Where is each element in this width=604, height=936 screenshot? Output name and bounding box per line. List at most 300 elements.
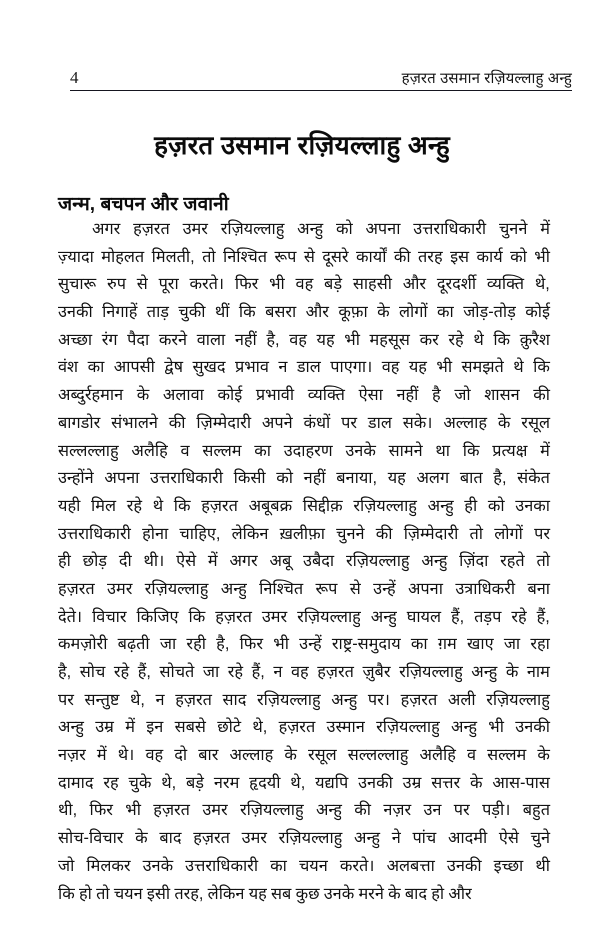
body-word: दूरदर्शी [436,275,477,294]
body-word: जो [58,856,75,875]
body-word: रहे [227,663,244,681]
body-word: का [87,358,105,377]
body-word: भी [125,801,141,820]
body-word: रहा [530,635,550,654]
body-word: पर [341,413,358,432]
body-word: सल्लम [487,746,527,765]
body-word: सन्तुष्ट [84,690,120,709]
body-word: में [125,718,135,737]
body-word: उन्हें [299,635,322,654]
body-word: उनकी [58,303,93,322]
body-word: वह [145,746,164,765]
body-word: उनकी [446,856,482,875]
body-word: अबू [269,552,292,571]
body-line [58,548,550,576]
body-word: सब [271,884,292,903]
body-word: तो [536,552,550,571]
body-word: थे [473,330,484,349]
body-word: छोटे [217,718,242,737]
body-word: पैदा [127,330,150,349]
body-line [58,576,550,604]
body-word: हो [78,884,92,903]
body-word: सोचते [159,663,195,681]
body-word: में [207,552,218,571]
body-word: चुके [128,773,152,792]
body-word: अलग [416,469,450,488]
body-word: ज़िम्मेदारी [196,413,252,432]
body-word: में [540,441,550,460]
body-word: दो [174,746,188,765]
body-word: बहुत [522,801,550,820]
body-line [58,410,550,438]
body-word: उनकी [515,718,550,737]
body-line [58,659,550,687]
body-word: पर [58,690,74,709]
body-word: तड़प [474,607,502,626]
body-word: कोई [217,386,243,405]
body-word: खाए [467,635,494,654]
body-word: अबूबक्र [248,496,293,515]
body-word: मिलती, [151,247,195,266]
body-word: उत्तराधिकारी [58,524,131,543]
body-word: को [276,469,293,488]
body-word: नहीं [234,330,257,349]
body-word: नहीं [396,386,419,405]
body-word: उमर [202,801,228,820]
body-word: की [168,413,186,432]
body-word: की [533,386,550,405]
body-word: हज़रत [133,220,170,238]
body-word: थी, [58,801,78,820]
body-word: नज़र [58,746,86,765]
body-line [58,853,550,881]
body-word: अन्हु [421,552,448,571]
body-word: थे, [252,718,268,737]
body-word: ज़िम्मेदारी [403,524,459,543]
body-word: उनकी [358,773,393,792]
body-word: व्यक्ति [307,386,345,405]
body-word: की [393,247,411,266]
body-word: व [466,746,477,765]
body-word: बड़े [186,773,205,792]
body-word: इच्छा [493,856,524,875]
body-word: चुकी [178,303,206,322]
body-word: रज़ियल्लाहु [486,690,550,709]
body-word: सोच-विचार [58,829,124,848]
body-word: ज़्यादा [58,247,94,266]
body-word: तो [96,884,110,903]
body-word: सामने [388,441,423,460]
body-line [58,881,550,909]
body-word: रहे [511,607,527,626]
body-word: और [402,275,427,294]
body-word: यह [387,469,406,488]
body-word: कंधों [303,413,331,432]
body-word: उमर [241,829,267,848]
body-word: अलैहि [131,441,168,460]
body-word: शासन [484,386,520,405]
body-word: रज़ियल्लाहु [297,607,361,626]
body-word: हैं, [251,663,265,681]
body-word: सुचारू [58,275,97,294]
body-word: भी [534,247,550,266]
body-word: रहते [500,552,525,571]
body-word: थे [152,496,164,515]
body-word: उम्र [95,718,114,737]
body-word: हज़रत [215,607,252,626]
body-word: यद्यपि [315,773,349,792]
body-word: बार [198,746,219,765]
body-word: संकेत [517,469,550,488]
body-word: रज़ियल्लाहु [376,718,440,737]
body-word: न [155,690,165,709]
body-line [58,742,550,770]
body-word: हज़रत [400,690,438,709]
body-word: के [469,773,483,792]
chapter-title: हज़रत उसमान रज़ियल्लाहु अन्हु [154,130,450,161]
body-word: उन्होंने [58,469,94,488]
body-word: न [278,358,288,377]
body-word: उन [423,801,442,820]
body-word: ज़ुबैर [362,663,391,681]
body-word: सत्तर [431,773,461,792]
body-word: कार्य [476,247,503,266]
body-word: कूफ़ा [338,303,368,322]
body-word: अन्हु [297,220,324,238]
body-word: सल्लल्लाहु [347,746,409,765]
body-word: को [510,247,527,266]
body-word: रहे [448,330,464,349]
body-word: ग़म [437,635,457,654]
body-word: का [254,441,271,460]
body-word: जो [454,386,471,405]
body-word: रूप [274,247,297,266]
body-word: मोहलत [101,247,145,266]
body-word: उबैदा [303,552,335,571]
body-word: सके। [402,413,433,432]
body-word: नहीं [303,469,326,488]
body-word: सुखद [192,358,226,377]
body-word: ऐसे [498,829,519,848]
body-word: हज़रत [278,718,316,737]
body-word: चुनने [498,220,528,238]
body-word: कि [533,358,550,377]
body-word: कि [58,884,75,903]
body-word: कि [493,330,511,349]
body-word: का [270,856,287,875]
body-word: रही [186,635,206,654]
body-word: थीं [214,303,230,322]
body-line [58,299,550,327]
body-word: दूसरे [322,247,349,266]
body-word: किसी [233,469,266,488]
body-word: बना [527,579,550,598]
body-word: लेकिन [231,524,269,543]
body-word: और [305,303,329,322]
body-word: ऐसे [176,552,197,571]
body-word: पांच [412,829,437,848]
body-word: उन्हें [373,579,396,598]
header-divider [70,90,572,91]
body-word: उदाहरण [283,441,333,460]
body-word: से [349,579,361,598]
body-word: होना [142,524,169,543]
body-word: न [273,663,283,681]
body-word: अगर [92,220,121,238]
body-word: इसी [146,884,171,903]
body-word: अन्हु [451,718,477,737]
body-word: की [354,801,372,820]
body-word: रंग [101,330,118,349]
body-word: करने [158,330,188,349]
body-word: उत्तराधिकारी [150,469,223,488]
body-word: ने [391,829,401,848]
body-word: निश्चित [223,247,268,266]
body-word: उस्मान [326,718,365,737]
body-line [58,770,550,798]
body-word: नज़र [383,801,412,820]
body-word: डाल [367,413,392,432]
body-word: अन्हु [354,829,380,848]
body-word: डाल [296,358,321,377]
body-word: छोड़ [82,552,108,571]
body-word: राष्ट्र-समुदाय [331,635,401,654]
body-word: उनके [323,884,355,903]
body-word: सबसे [174,718,206,737]
body-word: चुने [530,829,550,848]
body-word: ताड़ [146,303,170,322]
body-word: देते। [58,607,83,626]
body-word: है, [216,635,230,654]
body-word: है, [493,469,507,488]
body-line [58,438,550,466]
body-word: पर [534,524,550,543]
body-word: थे। [117,746,135,765]
body-word: हज़रत [175,690,212,709]
body-word: द्वेष [164,358,184,377]
body-line [58,493,550,521]
body-word: ही [464,496,478,515]
body-word: थी। [143,552,165,571]
body-word: रज़ियल्लाहु [345,552,410,571]
body-word: अलावा [162,386,204,405]
body-word: भी [273,635,289,654]
body-word: कुछ [295,884,320,903]
body-word: उत्तराधिकारी [185,856,259,875]
body-word: उनके [345,441,376,460]
body-word: संभालने [111,413,158,432]
body-word: रुप [107,275,126,294]
body-word: किजिए [136,607,179,626]
body-word: को [487,496,505,515]
body-word: है [432,386,441,405]
body-word: की [375,524,393,543]
body-word: जा [503,635,521,654]
body-word: भी [436,358,453,377]
body-word: रज़ियल्लाहु [220,220,285,238]
body-word: रज़ियल्लाहु [257,690,321,709]
body-word: मिल [91,496,116,515]
body-word: चयन [113,884,143,903]
body-word: अन्हु [427,496,454,515]
body-line [58,631,550,659]
body-word: यह [316,330,335,349]
body-word: उत्तराधिकारी [413,220,487,238]
body-word: तो [469,524,484,543]
body-word: भी [488,718,504,737]
body-word: हैं, [536,607,550,626]
body-word: के [537,746,550,765]
body-word: हज़रत [201,496,238,515]
body-word: अल्लाह [443,413,488,432]
body-word: मरने [358,884,384,903]
body-word: रज़ियल्लाहु [144,579,209,598]
body-word: कमज़ोरी [58,635,108,654]
body-word: पर [453,801,470,820]
body-word: के [284,746,297,765]
body-word: लेकिन [207,884,245,903]
body-word: अगर [229,552,258,571]
body-word: वह [295,275,314,294]
body-word: सिद्दीक़ [302,496,343,515]
body-word: निश्चित [259,579,304,598]
body-word: अन्हु [331,690,358,709]
page-number: 4 [70,68,79,87]
body-word: अन्हु [220,579,247,598]
body-word: महसूस [369,330,410,349]
body-word: फिर [239,635,264,654]
body-word: के [136,386,150,405]
body-word: उमर [182,220,208,238]
body-line [58,244,550,272]
body-word: ही [58,552,71,571]
body-word: यही [58,496,81,515]
body-word: अपने [261,413,293,432]
body-word: हज़रत [317,663,354,681]
body-word: बनाया, [336,469,377,488]
body-line [58,521,550,549]
body-word: थे [513,358,524,377]
body-word: बागडोर [58,413,101,432]
body-word: रूप [315,579,338,598]
body-word: इस [450,247,470,266]
body-word: मिलकर [86,856,131,875]
body-word: प्रभावी [255,386,295,405]
body-text [58,216,550,908]
body-word: में [96,746,107,765]
body-word: भी [344,330,360,349]
body-word: उत्राधिकरी [455,579,516,598]
body-word: पड़ी। [482,801,511,820]
body-word: हज़रत [58,579,95,598]
body-word: क़ुरैश [519,330,550,349]
body-word: समझते [461,358,504,377]
body-word: थे, [161,773,177,792]
body-word: अन्हु [58,718,84,737]
body-word: उनके [142,856,174,875]
body-word: के [505,663,519,681]
body-word: के [135,829,148,848]
body-word: सल्लल्लाहु [58,441,119,460]
body-word: उमर [107,579,133,598]
body-word: प्रभाव [234,358,269,377]
body-line [58,604,550,632]
body-word: रसूल [307,746,337,765]
body-word: थी [535,856,550,875]
body-word: कि [238,303,256,322]
body-word: से [136,275,148,294]
body-word: अपना [365,220,401,238]
body-word: उम्र [402,773,422,792]
body-word: जा [202,663,220,681]
body-word: आपसी [113,358,155,377]
body-word: लोगों [399,303,428,322]
body-word: उमर [261,607,288,626]
body-line [58,714,550,742]
body-word: के [377,303,390,322]
body-word: रज़ियल्लाहु [278,829,343,848]
body-word: तो [202,247,216,266]
body-word: अच्छा [58,330,93,349]
body-word: हज़रत [193,829,230,848]
body-word: हो [431,884,445,903]
body-word: रहे [126,496,142,515]
body-word: बसरा [265,303,297,322]
body-word: लोगों [494,524,523,543]
body-word: अलैहि [419,746,456,765]
body-word: रह [103,773,119,792]
body-word: आस-पास [492,773,550,792]
body-word: है, [58,663,72,681]
body-word: व [180,441,190,460]
body-word: में [540,220,550,238]
section-heading: जन्म, बचपन और जवानी [58,193,229,215]
body-word: है, [266,330,280,349]
body-word: साद [222,690,247,709]
body-word: इन [146,718,164,737]
body-word: और [448,884,472,903]
body-word: को [335,220,353,238]
body-word: भी [269,275,285,294]
body-line [58,797,550,825]
body-word: फिर [89,801,113,820]
body-word: कि [173,496,191,515]
body-word: ख़लीफ़ा [279,524,325,543]
body-word: पर। [367,690,390,709]
body-word: रज़ियल्लाहु [353,496,417,515]
body-word: सल्लम [202,441,242,460]
body-word: चयन [298,856,328,875]
body-word: यह [248,884,267,903]
page-header [70,60,572,86]
body-word: अपना [407,579,443,598]
body-word: बड़े [324,275,343,294]
body-word: कार्यों [356,247,387,266]
body-word: हैं, [137,663,151,681]
body-line [58,327,550,355]
body-word: उनका [515,496,550,515]
body-word: रसूल [521,413,550,432]
body-word: वाला [196,330,226,349]
body-word: थे, [290,773,306,792]
body-word: रज़ियल्लाहु [239,801,304,820]
body-word: ऐसा [358,386,383,405]
body-word: अली [447,690,476,709]
body-word: अब्दुर्रहमान [58,386,124,405]
body-word: बढ़ती [117,635,150,654]
body-word: थे, [129,690,145,709]
body-line [58,465,550,493]
